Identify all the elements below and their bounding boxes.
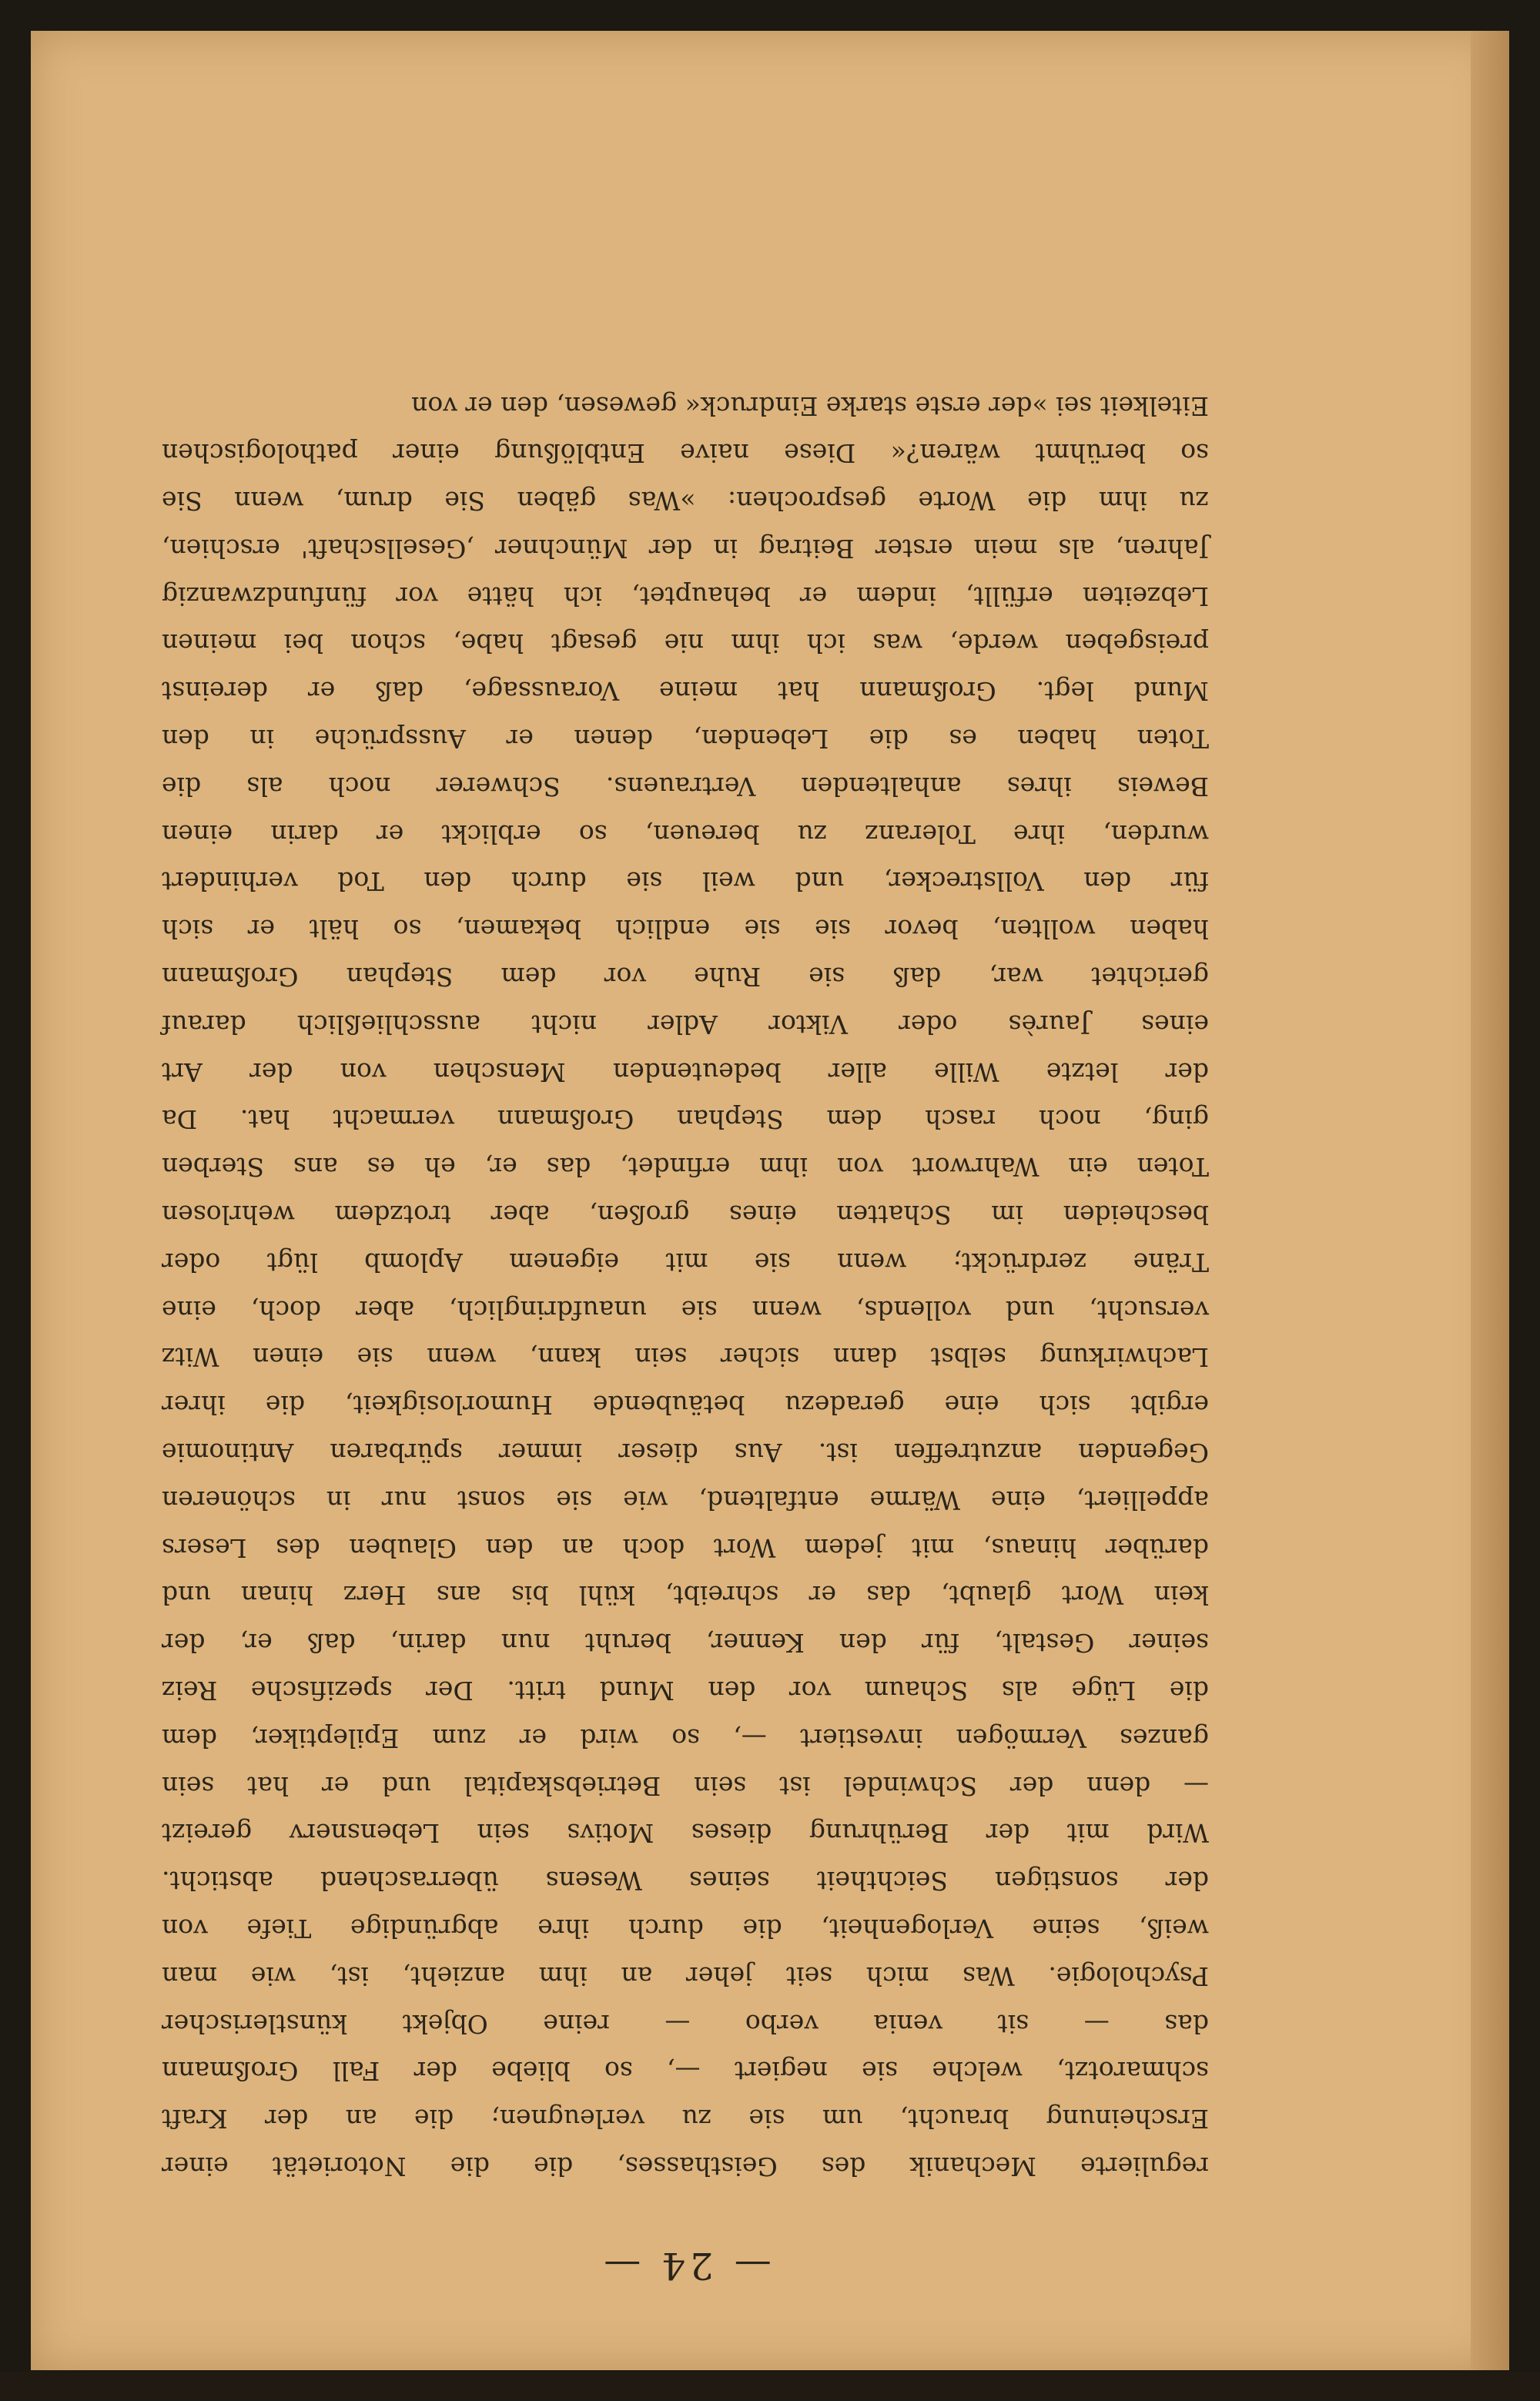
text-line: bescheiden im Schatten eines großen, aber trotzdem wehrlosen [162,1200,1209,1231]
text-line: kein Wort glaubt, das er schreibt, kühl bis ans Herz hinan und [162,1580,1209,1611]
text-line: darüber hinaus, mit jedem Wort doch an den Glauben des Lesers [162,1532,1209,1563]
text-line: preisgeben werde, was ich ihm nie gesagt habe, schon bei meinen [162,628,1209,659]
text-line: schmarotzt, welche sie negiert —, so bliebe der Fall Großmann [162,2056,1209,2087]
text-line: weiß, seine Verlogenheit, die durch ihre abgründige Tiefe von [162,1914,1209,1944]
text-line: gerichtet war, daß sie Ruhe vor dem Stephan Großmann [162,962,1209,993]
text-line: Toten ein Wahrwort von ihm erfindet, das er, eh es ans Sterben [162,1152,1209,1183]
text-line: — denn der Schwindel ist sein Betriebskapital und er hat sein [162,1770,1209,1801]
text-line: wurden, ihre Toleranz zu bereuen, so erblickt er darin einen [162,819,1209,849]
text-line: Beweis ihres anhaltenden Vertrauens. Schwerer noch als die [162,771,1209,802]
text-line: Wird mit der Berührung dieses Motivs sein Lebensnerv gereizt [162,1818,1209,1849]
text-line: Toten haben es die Lebenden, denen er Aussprüche in den [162,724,1209,755]
page-number: — 24 — [599,2244,772,2287]
text-line: Psychologie. Was mich seit jeher an ihm anzieht, ist, wie man [162,1961,1209,1991]
text-line: der letzte Wille aller bedeutenden Menschen von der Art [162,1057,1209,1087]
text-line: der sonstigen Seichtheit seines Wesens überraschend absticht. [162,1866,1209,1897]
text-line: Lachwirkung selbst dann sicher sein kann, wenn sie einen Witz [162,1342,1209,1373]
text-line: haben wollten, bevor sie sie endlich bekamen, so hält er sich [162,914,1209,945]
text-line: Lebzeiten erfüllt, indem er behauptet, ich hätte vor fünfundzwanzig [162,581,1209,611]
text-line: für den Vollstrecker, und weil sie durch den Tod verhindert [162,866,1209,897]
page-right-edge [1471,31,1509,2370]
text-line: appelliert, eine Wärme entfaltend, wie sie sonst nur in schöneren [162,1485,1209,1515]
text-line: ganzes Vermögen investiert —, so wird er zum Epileptiker, dem [162,1723,1209,1753]
text-line: Jahren, als mein erster Beitrag in der Münchner ‚Gesellschaft' erschien, [162,533,1209,564]
text-line: Träne zerdrückt; wenn sie mit eigenem Aplomb lügt oder [162,1247,1209,1278]
text-line: Erscheinung braucht, um sie zu verleugnen; die an der Kraft [162,2104,1209,2135]
upside-down-text-block [162,390,1209,2287]
text-line: Eitelkeit sei »der erste starke Eindruck« gewesen, den er von [411,390,1209,421]
body-text [162,382,1209,2190]
text-line: die Lüge als Schaum vor den Mund tritt. Der spezifische Reiz [162,1676,1209,1706]
text-line: versucht, und vollends, wenn sie unaufdringlich, aber doch, eine [162,1294,1209,1325]
text-line: seiner Gestalt, für den Kenner, beruht nun darin, daß er, der [162,1628,1209,1659]
text-line: ging, noch rasch dem Stephan Großmann vermacht hat. Da [162,1104,1209,1135]
text-line: zu ihm die Worte gesprochen: »Was gäben Sie drum, wenn Sie [162,486,1209,517]
text-line: Gegenden anzutreffen ist. Aus dieser immer spürbaren Antinomie [162,1438,1209,1468]
text-line: Mund legt. Großmann hat meine Voraussage, daß er dereinst [162,676,1209,707]
text-line: regulierte Mechanik des Geisthasses, die die Notorietät einer [162,2152,1209,2182]
text-line: das — sit venia verbo — reine Objekt künstlerischer [162,2008,1209,2039]
text-line: so berühmt wären?« Diese naive Entblößung einer pathologischen [162,438,1209,469]
text-line: ergibt sich eine geradezu betäubende Humorlosigkeit, die ihrer [162,1390,1209,1421]
scan-background [0,2372,1540,2401]
text-line: eines Jaurès oder Viktor Adler nicht ausschließlich darauf [162,1009,1209,1040]
